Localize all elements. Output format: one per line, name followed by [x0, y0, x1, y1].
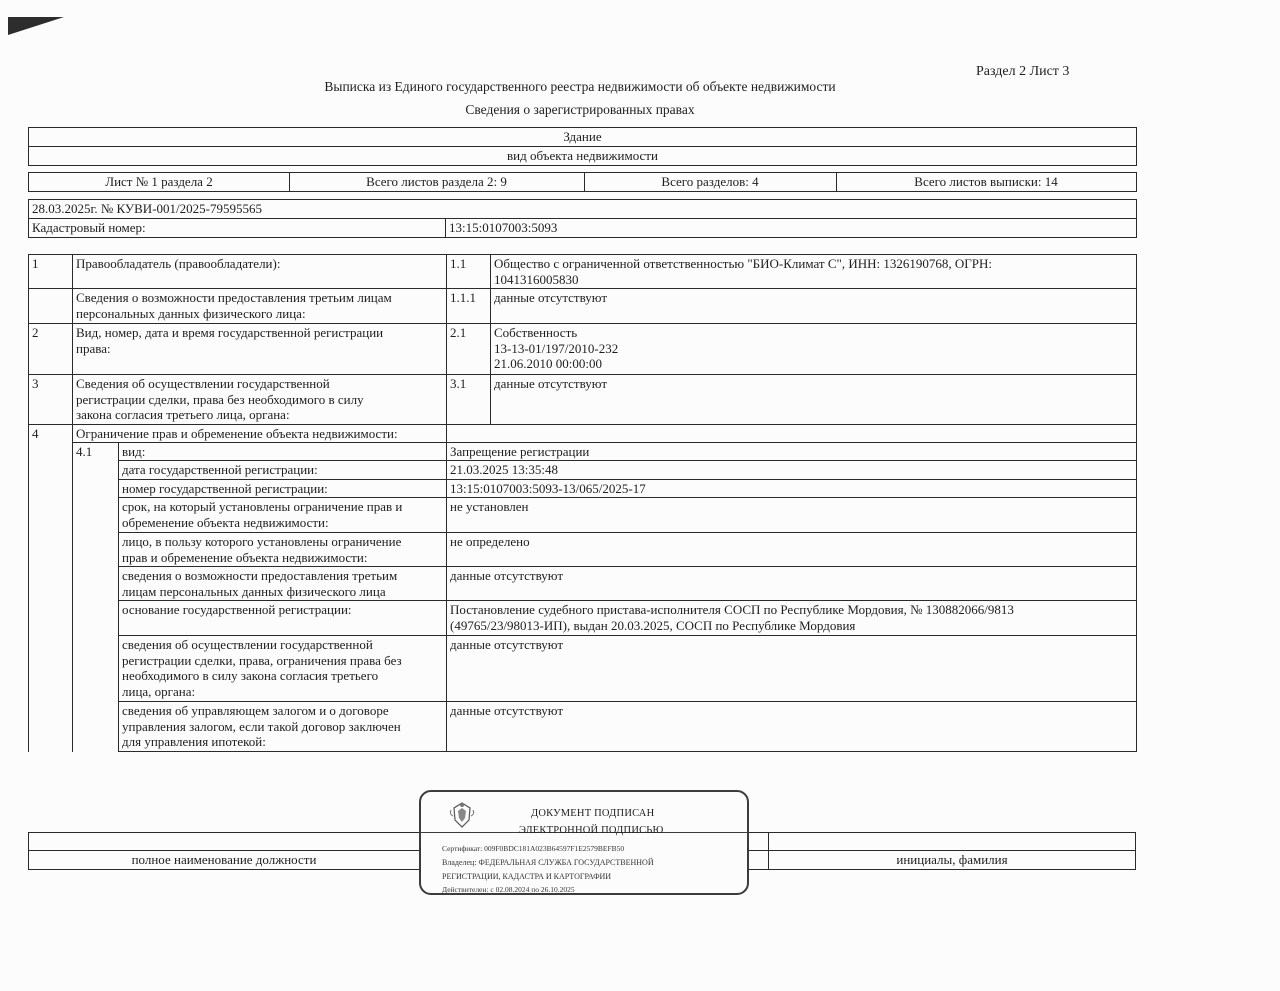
object-type-box [28, 127, 1137, 166]
value-line: Собственность [494, 325, 578, 340]
table-row [29, 533, 1137, 567]
label-line: закона согласия третьего лица, органа: [76, 407, 290, 422]
row-label [119, 533, 447, 567]
table-row [29, 425, 1137, 443]
row-subnumber: 1.1 [447, 255, 491, 289]
sheet-number: Лист № 1 раздела 2 [105, 174, 213, 189]
table-row [29, 636, 1137, 702]
label-line: управления залогом, если такой договор заключен [122, 718, 401, 734]
row-label: дата государственной регистрации: [119, 461, 447, 480]
sheet-info-row [28, 172, 1137, 192]
row-value [491, 324, 1137, 375]
name-caption: инициалы, фамилия [896, 852, 1008, 867]
row-label [119, 702, 447, 752]
scan-corner-mark [8, 17, 64, 35]
request-date-number: 28.03.2025г. № КУВИ-001/2025-79595565 [32, 201, 262, 216]
row-label: Правообладатель (правообладатели): [73, 255, 447, 289]
cadastral-label: Кадастровый номер: [32, 220, 146, 235]
row-subnumber: 2.1 [447, 324, 491, 375]
object-type-caption: вид объекта недвижимости [507, 148, 658, 163]
table-row [29, 498, 1137, 533]
row-value: не установлен [447, 498, 1137, 533]
table-row [29, 461, 1137, 480]
row-label: основание государственной регистрации: [119, 601, 447, 636]
label-line: сведения о возможности предоставления третьим [122, 568, 398, 583]
stamp-certificate: Сертификат: 009F0BDC181A023B64597F1E2579BEFB50 [442, 844, 625, 853]
rights-table [28, 254, 1137, 752]
label-line: Сведения о возможности предоставления третьим лицам [76, 290, 392, 305]
row-subnumber: 3.1 [447, 375, 491, 425]
table-row [29, 567, 1137, 601]
row-label [119, 636, 447, 702]
row-number: 4 [29, 425, 73, 443]
position-caption: полное наименование должности [131, 852, 317, 867]
table-row [29, 289, 1137, 324]
coat-of-arms-icon [447, 800, 477, 830]
stamp-validity: Действителен: с 02.08.2024 по 26.10.2025 [442, 885, 575, 894]
label-line: лицам персональных данных физического лица [122, 583, 386, 599]
row-label: номер государственной регистрации: [119, 480, 447, 498]
stamp-line-2: ЭЛЕКТРОННОЙ ПОДПИСЬЮ [519, 825, 664, 836]
table-row [29, 255, 1137, 289]
document-title: Выписка из Единого государственного реестра недвижимости об объекте недвижимости [324, 79, 836, 94]
label-line: срок, на который установлены ограничение прав и [122, 499, 403, 514]
table-row [29, 480, 1137, 498]
row-value: 21.03.2025 13:35:48 [447, 461, 1137, 480]
label-line: лицо, в пользу которого установлены ограничение [122, 534, 402, 549]
row-value [491, 255, 1137, 289]
label-line: прав и обременение объекта недвижимости: [122, 549, 368, 565]
total-sections: Всего разделов: 4 [661, 174, 759, 189]
row-value: Запрещение регистрации [447, 443, 1137, 461]
value-line: 13-13-01/197/2010-232 [494, 340, 619, 356]
row-label: вид: [119, 443, 447, 461]
total-sheets: Всего листов выписки: 14 [914, 174, 1058, 189]
electronic-signature-stamp [419, 790, 749, 895]
label-line: Сведения об осуществлении государственной [76, 376, 330, 391]
row-value: данные отсутствуют [447, 636, 1137, 702]
row-label [73, 375, 447, 425]
value-line: (49765/23/98013-ИП), выдан 20.03.2025, СОСП по Республике Мордовия [450, 617, 856, 633]
table-row [29, 324, 1137, 375]
row-label [119, 567, 447, 601]
label-line: регистрации сделки, права без необходимого в силу [76, 391, 364, 407]
row-value: данные отсутствуют [447, 702, 1137, 752]
row-label: Ограничение прав и обременение объекта недвижимости: [73, 425, 447, 443]
row-value: данные отсутствуют [447, 567, 1137, 601]
label-line: сведения об осуществлении государственной [122, 637, 373, 652]
row-value [447, 601, 1137, 636]
row-subnumber: 4.1 [73, 443, 119, 461]
row-value: не определено [447, 533, 1137, 567]
object-type: Здание [563, 129, 602, 144]
stamp-owner-line-2: РЕГИСТРАЦИИ, КАДАСТРА И КАРТОГРАФИИ [442, 872, 612, 881]
label-line: необходимого в силу закона согласия третьего [122, 668, 379, 683]
sheet-reference: Раздел 2 Лист 3 [976, 64, 1070, 79]
cadastral-number: 13:15:0107003:5093 [449, 220, 558, 235]
label-line: Вид, номер, дата и время государственной регистрации [76, 325, 384, 340]
value-line: Постановление судебного пристава-исполнителя СОСП по Республике Мордовия, № 130882066/9813 [450, 602, 1014, 617]
value-line: 21.06.2010 00:00:00 [494, 356, 602, 371]
row-label [73, 324, 447, 375]
row-value: 13:15:0107003:5093-13/065/2025-17 [447, 480, 1137, 498]
row-label [119, 498, 447, 533]
label-line: персональных данных физического лица: [76, 305, 306, 321]
table-row [29, 375, 1137, 425]
owner-line-2: 1041316005830 [494, 271, 579, 287]
table-row [29, 601, 1137, 636]
row-subnumber: 1.1.1 [447, 289, 491, 324]
label-line: лица, органа: [122, 683, 196, 699]
table-row [29, 443, 1137, 461]
table-row [29, 702, 1137, 752]
label-line: сведения об управляющем залогом и о договоре [122, 703, 389, 718]
row-number: 2 [29, 324, 73, 375]
label-line: права: [76, 340, 111, 356]
row-value: данные отсутствуют [491, 375, 1137, 425]
request-info-box [28, 199, 1137, 238]
row-label [73, 289, 447, 324]
label-line: обременение объекта недвижимости: [122, 514, 329, 530]
row-number: 1 [29, 255, 73, 289]
stamp-line-1: ДОКУМЕНТ ПОДПИСАН [531, 808, 655, 819]
total-section-sheets: Всего листов раздела 2: 9 [366, 174, 507, 189]
label-line: для управления ипотекой: [122, 734, 266, 749]
owner-line-1: Общество с ограниченной ответственностью "БИО-Климат С", ИНН: 1326190768, ОГРН: [494, 256, 992, 271]
document-subtitle: Сведения о зарегистрированных правах [465, 102, 695, 117]
stamp-owner-line-1: Владелец: ФЕДЕРАЛЬНАЯ СЛУЖБА ГОСУДАРСТВЕННОЙ [442, 858, 654, 867]
row-number: 3 [29, 375, 73, 425]
label-line: регистрации сделки, права, ограничения права без [122, 652, 402, 668]
row-value: данные отсутствуют [491, 289, 1137, 324]
